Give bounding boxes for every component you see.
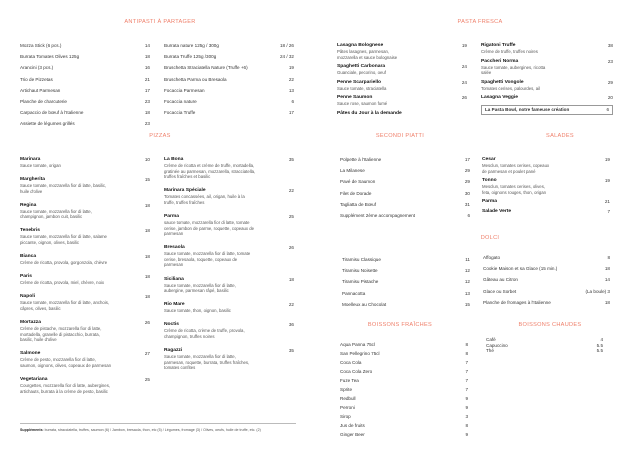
item-name: Ragazzi [164, 348, 183, 353]
item-name: Tenebris [20, 228, 41, 234]
item-price: 15 [464, 301, 470, 307]
item-name: Parma [164, 213, 179, 219]
dolci-title: DOLCI [480, 235, 500, 241]
item-price: 16 [144, 65, 150, 71]
item-price: 18 [144, 254, 150, 260]
item-price: 22 [288, 76, 294, 82]
pasta-right-list [481, 43, 613, 115]
pasta-bowl-highlight [481, 105, 613, 115]
item-name: Jus de fruits [340, 423, 365, 428]
item-description: Sauce rose, saumon fumé [337, 101, 388, 107]
item-name: San Pellegrino 75cl [340, 351, 380, 356]
pizza-item [164, 348, 294, 371]
antipasti-item [20, 65, 150, 71]
item-name: Marinara [20, 157, 41, 162]
pizza-right-list [164, 157, 294, 379]
pasta-left-list [337, 43, 467, 121]
item-description: Pâtes lasagnes, parmesan, mozzarella et sauce bolognaise [337, 49, 398, 60]
item-description: Sauce tomate, mozzarella fior di latte, basilic, huile d'olive [20, 183, 107, 194]
antipasti-item [20, 88, 150, 94]
item-price: 21 [144, 76, 150, 82]
pizza-item [20, 294, 150, 311]
item-description: Crème de truffe, truffes noires [481, 49, 538, 54]
item-price: 19 [604, 157, 610, 162]
item-price: 3 [465, 414, 468, 419]
item-price: 5.5 [596, 348, 603, 354]
item-header [482, 209, 610, 215]
pizza-item [20, 228, 150, 245]
item-price: 18 [604, 266, 610, 272]
item-name: Trio de Pizzetas [20, 76, 53, 82]
item-price: 35 [288, 157, 294, 162]
item-name: Burrata nature 125g / 300g [164, 43, 219, 48]
boisson-item [486, 348, 603, 354]
pizza-item [164, 188, 294, 205]
antipasti-item [20, 77, 150, 83]
item-price: 13 [464, 290, 470, 296]
dolci-item [483, 289, 610, 295]
pizza-item [20, 177, 150, 194]
dolci-item [483, 255, 610, 261]
antipasti-item [20, 110, 150, 116]
item-description: Tomates concassées, ail, origan, huile à la truffe, truffes fraîches [164, 194, 245, 205]
item-name: Focaccia nature [164, 98, 197, 104]
item-name: Affogato [483, 255, 501, 260]
item-price: 23 [607, 58, 613, 64]
item-name: La Pasta Bowl, notre fameuse création [485, 107, 570, 113]
item-description: Sauce tomate, origan [20, 163, 61, 168]
item-name: Fuze Tea [340, 378, 359, 383]
antipasti-left-list [20, 43, 150, 133]
item-name: Tagliatta de Bœuf [340, 201, 377, 207]
antipasti-item [164, 77, 294, 83]
item-price: 6 [467, 212, 470, 218]
secondi-title: SECONDI PIATTI [375, 133, 425, 139]
item-name: Ginger Beer [340, 432, 365, 437]
item-price: 24 [461, 79, 467, 85]
dolci-item [342, 268, 470, 274]
pizza-item [164, 277, 294, 294]
item-price: 18 [144, 202, 150, 208]
item-description: Sauce tomate, thon, oignon, basilic [164, 308, 231, 314]
item-description: Sauce tomate, aubergines, ricotta salée [481, 64, 546, 76]
pizza-item [164, 322, 294, 339]
item-name: Pavé de Saumon [340, 179, 376, 185]
item-description: Sauce tomate, straciatella [337, 85, 387, 91]
antipasti-title: ANTIPASTI À PARTAGER [124, 19, 196, 25]
item-price: 17 [464, 157, 470, 162]
item-price: 4 [600, 337, 603, 342]
item-price: 18 / 26 [279, 43, 294, 48]
item-name: Pâtes du Jour à la demande [337, 110, 402, 116]
item-price: 29 [607, 79, 613, 85]
item-header [481, 95, 613, 101]
item-price: 19 [461, 43, 467, 48]
item-price: 26 [288, 245, 294, 251]
salade-item [482, 157, 610, 174]
item-name: Gâteau au Citron [483, 277, 518, 283]
item-description: Sauce tomate, mozzarella fior di latte, aubergine, parmesan râpé, basilic [164, 282, 236, 294]
item-price: 24 / 32 [279, 54, 294, 60]
item-name: Glace ou Sorbet [483, 288, 517, 294]
item-price: 24 [461, 64, 467, 70]
item-price: 18 [604, 299, 610, 305]
item-price: 18 [144, 274, 150, 280]
item-price: 18 [144, 54, 150, 60]
item-price: 12 [464, 279, 470, 285]
item-name: La Milanese [340, 168, 365, 174]
item-name: Thé [486, 348, 494, 354]
item-description: Sauce tomate, mozzarella fior di latte, anchois, câpres, olives, basilic [20, 300, 110, 311]
item-name: Rio Mare [164, 302, 185, 308]
antipasti-right-list [164, 43, 294, 121]
boisson-item [340, 378, 468, 384]
boisson-item [340, 351, 468, 357]
item-price: 7 [465, 387, 468, 392]
boissons-chaudes-title: BOISSONS CHAUDES [518, 322, 582, 328]
item-price: 7 [465, 360, 468, 365]
item-price: 8 [607, 255, 610, 260]
boissons-chaudes-list [486, 337, 603, 354]
item-name: Coca Cola [340, 360, 362, 365]
item-description: sauce tomate, mozzarella fior di latte, tomate cerise, jambon de parme, roquette, copeaux de parmesan [164, 219, 255, 237]
item-price: 7 [465, 378, 468, 383]
antipasti-item [20, 121, 150, 127]
item-name: Pannacotta [342, 290, 366, 296]
item-price: 6 [606, 107, 609, 113]
salade-item [482, 178, 610, 195]
item-name: Tonno [482, 178, 497, 184]
item-price: 9 [465, 432, 468, 437]
item-price: 18 [288, 276, 294, 282]
secondi-item [340, 157, 470, 163]
item-name: Cookie Maison et sa Glace (15 min.) [483, 266, 558, 272]
salades-list [482, 157, 610, 219]
item-price: 8 [465, 342, 468, 347]
item-price: 38 [607, 43, 613, 48]
item-price: 17 [144, 87, 150, 93]
pizza-item [20, 274, 150, 286]
pizza-item [20, 254, 150, 266]
item-name: Supplément 2ème accompagnement [340, 212, 416, 218]
item-name: Burrata Tomates Olives 125g [20, 54, 80, 60]
item-price: 6 [291, 98, 294, 104]
antipasti-item [164, 54, 294, 60]
item-price: 7 [607, 209, 610, 215]
item-description: Crème de ricotta, provola, gorgonzola, chèvre [20, 260, 108, 266]
item-name: Paccheri Norma [481, 58, 519, 64]
item-price: 26 [461, 95, 467, 101]
antipasti-item [20, 54, 150, 60]
antipasti-item [164, 110, 294, 116]
item-name: Salade Verte [482, 209, 512, 215]
pizza-item [164, 157, 294, 180]
item-price: 22 [288, 188, 294, 194]
pizza-item [20, 157, 150, 169]
item-name: Lasagna Veggie [481, 95, 518, 101]
item-name: Mortazza [20, 320, 41, 326]
item-name: Arancini (3 pcs.) [20, 65, 54, 71]
item-name: Tiramisu Pistache [342, 279, 379, 285]
boisson-item [340, 360, 468, 366]
item-price: 30 [464, 190, 470, 196]
item-description: Crème de pesto, mozzarella fior di latte, saumon, oignons, olives, copeaux de parmesan [20, 357, 112, 368]
item-header [482, 199, 610, 205]
salade-item [482, 199, 610, 205]
item-price: 29 [464, 168, 470, 174]
supplements-note [20, 423, 296, 432]
item-description: Crème de ricotta et crème de truffe, mortadella, gratinée au parmesan, mozzarella, stracciatella, truffes fraîches et basilic [164, 163, 256, 180]
item-price: 35 [288, 348, 294, 353]
item-price: 11 [465, 257, 470, 262]
item-name: Parma [482, 199, 497, 205]
secondi-item [340, 179, 470, 185]
item-description: Sauce tomate, mozzarella fior di latte, salame piccante, oignon, olives, basilic [20, 234, 107, 246]
item-name: Cesar [482, 157, 496, 162]
dolci-item [342, 279, 470, 285]
item-description: Guanciale, pecorino, oeuf [337, 70, 386, 76]
item-name: Margherita [20, 177, 46, 183]
item-name: Vegetariana [20, 377, 48, 382]
secondi-item [340, 213, 470, 219]
pasta-item [481, 95, 613, 101]
pizza-item [20, 203, 150, 220]
item-name: Filet de Dorade [340, 190, 372, 196]
item-price: 27 [144, 351, 150, 357]
item-price: 18 [144, 110, 150, 116]
item-price: 9 [465, 396, 468, 401]
item-price: 10 [144, 157, 150, 162]
item-name: Planche de fromages à l'Italienne [483, 299, 551, 305]
pasta-item [337, 111, 467, 117]
item-name: Noctis [164, 322, 179, 328]
item-description: Crème de ricotta, crème de truffe, provola, champignon, truffes noires [164, 328, 245, 339]
item-price: 18 [144, 294, 150, 300]
item-name: Mozza Stick (6 pcs.) [20, 43, 62, 48]
boisson-item [340, 387, 468, 393]
boisson-item [340, 405, 468, 411]
item-price: 31 [464, 201, 470, 207]
antipasti-item [164, 43, 294, 49]
item-price: 22 [288, 302, 294, 308]
item-name: Siciliana [164, 276, 184, 282]
pasta-item [481, 80, 613, 92]
item-name: Penne Saumon [337, 95, 373, 101]
item-price: 5.5 [596, 342, 603, 348]
item-name: Focaccia Truffe [164, 110, 196, 116]
pizza-item [20, 351, 150, 368]
item-name: Bruschetta Straciatella Nature (Truffe +6) [164, 65, 248, 71]
antipasti-item [20, 43, 150, 49]
item-name: Artichaut Parmesan [20, 87, 61, 93]
item-name: Burrata Truffe 125g /300g [164, 54, 217, 60]
item-price: 18 [144, 228, 150, 234]
item-price: 25 [144, 377, 150, 382]
item-name: Tiramisu Classique [342, 257, 381, 262]
pizza-item [164, 302, 294, 314]
item-price: 14 [144, 43, 150, 48]
item-description: Tomates cerises, palourdes, ail [481, 85, 540, 91]
item-name: Bruschetta Parma ou Bresaola [164, 76, 227, 82]
item-price: 29 [464, 179, 470, 185]
item-price: 17 [288, 110, 294, 116]
item-name: Redbull [340, 396, 356, 401]
item-name: Assiette de légumes grillés [20, 121, 75, 127]
item-name: Moelleux au Chocolat [342, 301, 387, 307]
pizza-item [20, 377, 150, 394]
item-price: 15 [144, 177, 150, 183]
item-name: Paris [20, 274, 32, 280]
pasta-item [481, 43, 613, 55]
secondi-item [340, 202, 470, 208]
boisson-item [340, 396, 468, 402]
boisson-item [340, 423, 468, 429]
item-price: 21 [604, 199, 610, 205]
dolci-left-list [342, 257, 470, 313]
item-price: 19 [604, 178, 610, 184]
pizza-item [20, 320, 150, 343]
secondi-item [340, 191, 470, 197]
supplements-label: Suppléments [20, 428, 43, 432]
dolci-item [342, 291, 470, 297]
pasta-title: PASTA FRESCA [457, 19, 503, 25]
item-price: 8 [465, 423, 468, 428]
item-name: Regina [20, 202, 37, 208]
item-name: Tiramisu Noisette [342, 268, 378, 274]
antipasti-item [164, 65, 294, 71]
item-name: Spaghetti Vongole [481, 79, 524, 85]
pasta-item [481, 59, 613, 76]
item-name: Bresaola [164, 245, 185, 251]
boisson-item [340, 342, 468, 348]
item-name: Carpaccio de bœuf à l'Italienne [20, 110, 84, 116]
secondi-item [340, 168, 470, 174]
boissons-fraiches-title: BOISSONS FRAÎCHES [367, 322, 433, 328]
item-description: Sauce tomate, mozzarella fior di latte, parmesan, roquette, burrata, truffes fraîches, tomates confites [164, 354, 250, 371]
item-name: Napoli [20, 294, 35, 300]
dolci-item [342, 257, 470, 263]
item-price: 20 [607, 95, 613, 101]
supplements-text: : burrata, stracciatella, truffes, saumon (6) / Jambon, bresaola, thon, etc (5) / Légumes, fromage (3) / Olives, oeufs, huile de truffe, etc. (2) [42, 428, 261, 432]
item-price: 8 [465, 351, 468, 356]
item-name: Lasagna Bolognese [337, 43, 384, 48]
item-price: 9 [465, 405, 468, 410]
item-price: 12 [464, 268, 470, 274]
item-name: Focaccia Parmesan [164, 87, 205, 93]
boisson-item [340, 414, 468, 420]
dolci-right-list [483, 255, 610, 311]
item-price: 23 [144, 121, 150, 127]
dolci-item [483, 300, 610, 306]
item-name: Aqua Panna 75cl [340, 342, 375, 347]
item-price: 13 [288, 87, 294, 93]
pizza-item [164, 214, 294, 237]
item-name: Capuccino [486, 342, 508, 348]
item-description: Crème de ricotta, provola, miel, chèvre, noix [20, 280, 105, 286]
item-name: Penne Scarpariello [337, 79, 382, 85]
item-description: Sauce tomate, mozzarella fior di latte, tomate cerise, bresaola, roquette, copeaux de parmesan [164, 251, 251, 268]
item-description: Sauce tomate, mozzarella fior di latte, champignon, jambon cuit, basilic [20, 208, 92, 220]
item-name: Spaghetti Carbonara [337, 64, 386, 70]
secondi-list [340, 157, 470, 224]
item-price: 7 [465, 369, 468, 374]
pizza-item [164, 245, 294, 268]
item-name: Salmone [20, 351, 41, 357]
pasta-item [337, 95, 467, 107]
item-name: Bianca [20, 254, 37, 260]
item-name: Perroni [340, 405, 355, 410]
item-price: (La boule) 3 [585, 288, 610, 294]
item-name: Sprite [340, 387, 353, 392]
pasta-item [337, 80, 467, 92]
item-name: Rigatoni Truffe [481, 43, 516, 48]
item-description: Crème de pistache, mozzarella fior di latte, mortadella, granelle di pistacchio, burrata, basilic, huile d'olive [20, 326, 102, 343]
item-price: 14 [604, 277, 610, 283]
item-price: 25 [288, 213, 294, 219]
item-name: Sirop [340, 414, 351, 419]
boissons-fraiches-list [340, 342, 468, 441]
item-name: Polpette à l'Italienne [340, 157, 382, 162]
item-name: Planche de charcuterie [20, 98, 67, 104]
boisson-item [340, 432, 468, 438]
pizzas-title: PIZZAS [149, 133, 171, 139]
item-name: Coca Cola Zero [340, 369, 373, 374]
item-name: La Bona [164, 157, 184, 162]
pasta-item [337, 43, 467, 60]
dolci-item [483, 277, 610, 283]
antipasti-item [164, 88, 294, 94]
antipasti-item [164, 99, 294, 105]
item-name: Café [486, 337, 496, 342]
item-price: 19 [288, 65, 294, 71]
salades-title: SALADES [546, 133, 574, 139]
boisson-item [340, 369, 468, 375]
item-price: 36 [288, 322, 294, 328]
item-header [337, 111, 467, 117]
pizza-left-list [20, 157, 150, 403]
item-description: Mesclun, tomates cerises, copeaux de parmesan et poulet pané [482, 163, 550, 174]
item-name: Marinara Spéciale [164, 188, 206, 194]
dolci-item [342, 302, 470, 308]
item-price: 26 [144, 320, 150, 326]
item-price: 23 [144, 98, 150, 104]
item-description: Courgettes, mozzarella fior di latte, aubergines, artichauts, burrata à la crème de pesto, basilic [20, 383, 111, 394]
item-description: Mesclun, tomates cerises, olives, feta, oignons rouges, thon, origan [482, 184, 547, 195]
dolci-item [483, 266, 610, 272]
pasta-item [337, 64, 467, 76]
antipasti-item [20, 99, 150, 105]
salade-item [482, 209, 610, 215]
